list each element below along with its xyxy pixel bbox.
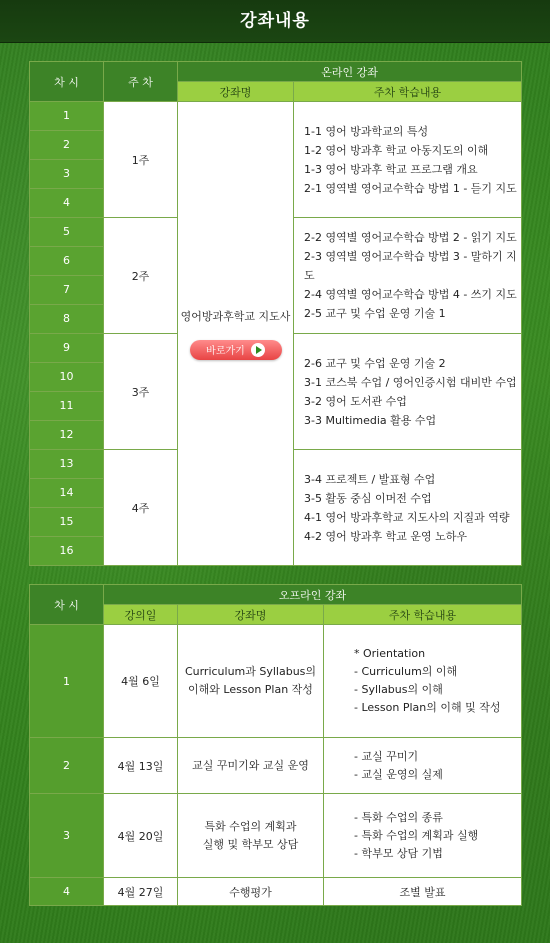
content-line: 2-5 교구 및 수업 운영 기술 1 <box>304 307 446 320</box>
course-name-cell <box>178 102 294 566</box>
round-number: 3 <box>30 160 103 189</box>
online-week-row <box>30 102 522 218</box>
go-button[interactable] <box>190 340 282 360</box>
offline-row <box>30 794 522 878</box>
round-number: 6 <box>30 247 103 276</box>
week-label: 4주 <box>104 450 178 566</box>
course-line: Curriculum과 Syllabus의 <box>184 665 317 678</box>
offline-content <box>324 738 522 794</box>
content-line: - 교실 꾸미기 <box>354 749 419 763</box>
course-name: 영어방과후학교 지도사 <box>180 309 291 323</box>
online-header-round: 차 시 <box>30 62 104 102</box>
offline-row <box>30 625 522 738</box>
course-line: 이해와 Lesson Plan 작성 <box>188 683 313 696</box>
online-header-course: 강좌명 <box>178 82 294 102</box>
content-line: - 학부모 상담 기법 <box>354 846 443 860</box>
content-line: 3-3 Multimedia 활용 수업 <box>304 413 437 427</box>
content-line: 4-2 영어 방과후 학교 운영 노하우 <box>304 529 467 543</box>
offline-header-group: 오프라인 강좌 <box>104 585 522 605</box>
content-line: 3-5 활동 중심 이머전 수업 <box>304 491 432 505</box>
round-number: 10 <box>30 363 103 392</box>
offline-course <box>178 794 324 878</box>
offline-row <box>30 878 522 906</box>
online-header-week: 주 차 <box>104 62 178 102</box>
offline-course <box>178 738 324 794</box>
content-line: 3-2 영어 도서관 수업 <box>304 394 407 408</box>
offline-date: 4월 27일 <box>104 878 178 906</box>
content-line: 1-1 영어 방과학교의 특성 <box>304 124 429 138</box>
round-number: 9 <box>30 334 103 363</box>
round-number: 14 <box>30 479 103 508</box>
page-title: 강좌내용 <box>240 11 310 31</box>
offline-header-round: 차 시 <box>30 585 104 625</box>
content-line: 2-6 교구 및 수업 운영 기술 2 <box>304 356 446 370</box>
round-numbers <box>30 334 104 450</box>
content-line: - Syllabus의 이해 <box>354 683 443 696</box>
content-line: - 특화 수업의 계획과 실행 <box>354 828 479 842</box>
offline-round: 1 <box>30 625 104 738</box>
round-number: 15 <box>30 508 103 537</box>
week-content <box>294 334 522 450</box>
round-numbers <box>30 102 104 218</box>
offline-round: 4 <box>30 878 104 906</box>
week-label: 2주 <box>104 218 178 334</box>
week-content <box>294 218 522 334</box>
content-line: 1-3 영어 방과후 학교 프로그램 개요 <box>304 162 478 176</box>
play-icon <box>251 343 265 357</box>
offline-round: 3 <box>30 794 104 878</box>
round-number: 4 <box>63 196 70 209</box>
round-number: 1 <box>30 102 103 131</box>
offline-header-content: 주차 학습내용 <box>324 605 522 625</box>
content-line: - Lesson Plan의 이해 및 작성 <box>354 701 501 714</box>
course-line: 실행 및 학부모 상담 <box>202 837 299 851</box>
content-line: 2-3 영역별 영어교수학습 방법 3 - 말하기 지도 <box>304 250 517 282</box>
round-number: 8 <box>63 312 70 325</box>
content-line: 2-4 영역별 영어교수학습 방법 4 - 쓰기 지도 <box>304 288 517 301</box>
content-line: - 교실 운영의 실제 <box>354 767 443 781</box>
round-number: 7 <box>30 276 103 305</box>
offline-course-table <box>29 584 522 906</box>
content-line: - Curriculum의 이해 <box>354 665 458 678</box>
content-line: 2-1 영역별 영어교수학습 방법 1 - 듣기 지도 <box>304 181 517 195</box>
offline-header-date: 강의일 <box>104 605 178 625</box>
content-line: 1-2 영어 방과후 학교 아동지도의 이해 <box>304 143 489 157</box>
offline-date: 4월 13일 <box>104 738 178 794</box>
offline-row <box>30 738 522 794</box>
go-button-label: 바로가기 <box>206 346 245 357</box>
round-number: 13 <box>30 450 103 479</box>
offline-course: 수행평가 <box>178 878 324 906</box>
online-header-content: 주차 학습내용 <box>294 82 522 102</box>
round-numbers <box>30 218 104 334</box>
content-line: 2-2 영역별 영어교수학습 방법 2 - 읽기 지도 <box>304 231 517 244</box>
round-number: 11 <box>30 392 103 421</box>
title-bar <box>0 0 550 43</box>
offline-course <box>178 625 324 738</box>
online-course-table <box>29 61 522 566</box>
offline-date: 4월 6일 <box>104 625 178 738</box>
round-number: 2 <box>30 131 103 160</box>
content-line: 4-1 영어 방과후학교 지도사의 지질과 역량 <box>304 510 510 524</box>
offline-header-course: 강좌명 <box>178 605 324 625</box>
week-content <box>294 450 522 566</box>
round-number: 5 <box>30 218 103 247</box>
offline-content <box>324 794 522 878</box>
online-header-group: 온라인 강좌 <box>178 62 522 82</box>
offline-round: 2 <box>30 738 104 794</box>
content-line: * Orientation <box>354 647 426 660</box>
week-label: 1주 <box>104 102 178 218</box>
course-line: 특화 수업의 계획과 <box>204 819 297 833</box>
offline-content <box>324 625 522 738</box>
round-numbers <box>30 450 104 566</box>
week-content <box>294 102 522 218</box>
round-number: 16 <box>59 544 74 557</box>
content-line: 3-4 프로젝트 / 발표형 수업 <box>304 472 436 486</box>
course-line: 교실 꾸미기와 교실 운영 <box>192 758 309 772</box>
round-number: 12 <box>59 428 74 441</box>
week-label: 3주 <box>104 334 178 450</box>
offline-content: 조별 발표 <box>324 878 522 906</box>
offline-date: 4월 20일 <box>104 794 178 878</box>
content-line: 3-1 코스북 수업 / 영어인증시험 대비반 수업 <box>304 375 517 389</box>
content-line: - 특화 수업의 종류 <box>354 810 443 824</box>
